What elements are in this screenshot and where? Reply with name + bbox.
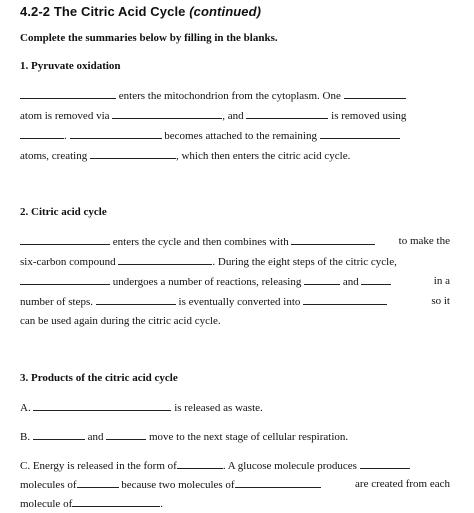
s1-line-2: atom is removed via , and is removed using	[20, 110, 407, 122]
s1-line-4: atoms, creating , which then enters the citric acid cycle.	[20, 150, 351, 162]
section-2-heading: 2. Citric acid cycle	[20, 206, 107, 218]
blank-s1-4[interactable]	[246, 108, 328, 119]
blank-s2-5[interactable]	[304, 274, 340, 285]
s2-line-4: number of steps. is eventually converted into so it	[20, 295, 450, 308]
blank-s1-1[interactable]	[20, 88, 116, 99]
s1-line-1: enters the mitochondrion from the cytoplasm. One	[20, 88, 450, 103]
blank-s2-2[interactable]	[291, 234, 375, 245]
blank-s3-c1[interactable]	[177, 458, 223, 469]
blank-s2-8[interactable]	[303, 294, 387, 305]
s2-line-3: undergoes a number of reactions, releasing and in a	[20, 274, 450, 289]
blank-s1-6[interactable]	[70, 128, 162, 139]
blank-s1-7[interactable]	[320, 128, 400, 139]
blank-s2-6[interactable]	[361, 274, 391, 285]
blank-s3-c2[interactable]	[360, 458, 410, 469]
blank-s3-b2[interactable]	[106, 429, 146, 440]
s2-line-5: can be used again during the citric acid cycle.	[20, 315, 221, 327]
page-title	[20, 4, 261, 19]
title-main: 4.2-2 The Citric Acid Cycle	[20, 4, 190, 19]
blank-s2-1[interactable]	[20, 234, 110, 245]
blank-s1-2[interactable]	[344, 88, 406, 99]
blank-s3-c3[interactable]	[77, 477, 119, 488]
blank-s2-7[interactable]	[96, 294, 176, 305]
blank-s1-8[interactable]	[90, 148, 176, 159]
section-1-heading: 1. Pyruvate oxidation	[20, 60, 121, 72]
blank-s3-b1[interactable]	[33, 429, 85, 440]
blank-s3-c5[interactable]	[72, 496, 160, 507]
s3-item-c-line-2: molecules of because two molecules of are created from each	[20, 478, 450, 491]
s2-line-2: six-carbon compound . During the eight steps of the citric cycle,	[20, 256, 397, 268]
s3-item-a: A. is released as waste.	[20, 402, 263, 414]
section-3-heading: 3. Products of the citric acid cycle	[20, 372, 178, 384]
instructions: Complete the summaries below by filling in the blanks.	[20, 32, 278, 44]
s2-line-1: enters the cycle and then combines with to make the	[20, 234, 450, 249]
blank-s2-4[interactable]	[20, 274, 110, 285]
s3-item-b: B. and move to the next stage of cellular respiration.	[20, 431, 349, 443]
blank-s3-a[interactable]	[33, 400, 171, 411]
blank-s3-c4[interactable]	[235, 477, 321, 488]
s3-item-c-line-3: molecule of .	[20, 498, 163, 510]
blank-s2-3[interactable]	[118, 254, 212, 265]
blank-s1-5[interactable]	[20, 128, 64, 139]
s3-item-c-line-1: C. Energy is released in the form of . A glucose molecule produces	[20, 458, 450, 473]
s1-line-3: . becomes attached to the remaining	[20, 128, 450, 143]
title-continued: (continued)	[189, 4, 262, 19]
blank-s1-3[interactable]	[112, 108, 222, 119]
